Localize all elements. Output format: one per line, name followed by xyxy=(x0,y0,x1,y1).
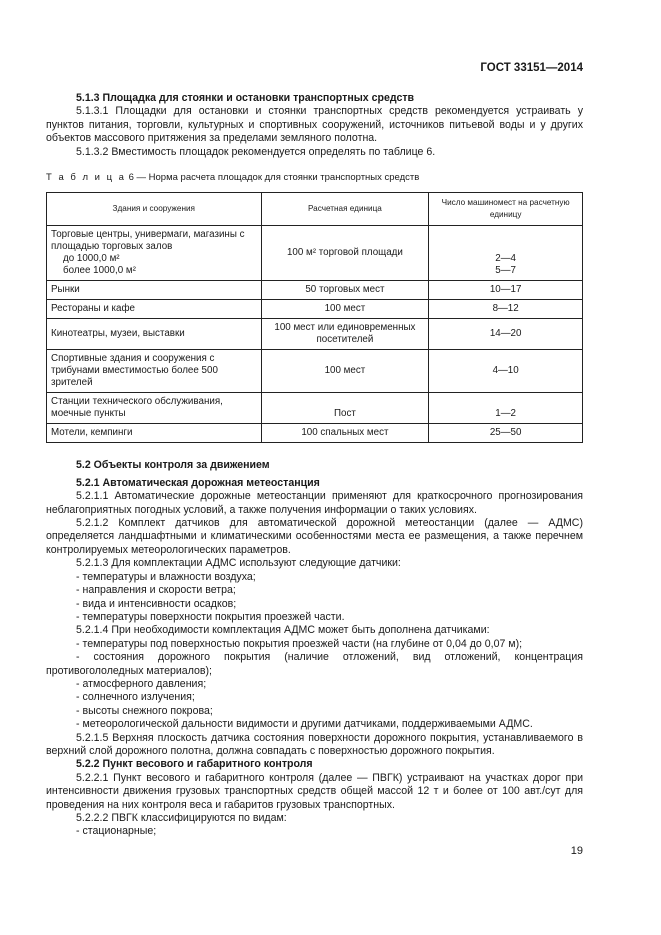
section-heading-5-2: 5.2 Объекты контроля за движением xyxy=(76,459,270,472)
document-code: ГОСТ 33151—2014 xyxy=(480,62,583,74)
page-content xyxy=(46,92,583,839)
column-header-buildings: Здания и сооружения xyxy=(47,193,262,226)
table-cell xyxy=(429,226,583,281)
column-header-spaces: Число машиномест на расчетную единицу xyxy=(429,193,583,226)
list-item: - вида и интенсивности осадков; xyxy=(76,597,237,610)
cell-value: 5—7 xyxy=(495,265,516,277)
column-header-unit: Расчетная единица xyxy=(261,193,429,226)
list-item: - температуры поверхности покрытия проезжей части. xyxy=(76,610,345,623)
table-cell: 14—20 xyxy=(429,319,583,350)
paragraph-5-2-2-2: 5.2.2.2 ПВГК классифицируются по видам: xyxy=(76,812,287,824)
table-cell: Пост xyxy=(261,393,429,424)
table-row xyxy=(47,226,583,281)
page-number: 19 xyxy=(570,845,583,857)
list-item: - метеорологической дальности видимости и другими датчиками, поддерживаемыми АДМС. xyxy=(76,718,533,731)
paragraph-5-2-2-1: 5.2.2.1 Пункт весового и габаритного контроля (далее — ПВГК) устраивают на участках дорог при интенсивности движения грузовых транспортных средств общей массой 12 т и более от 100 авт./сут для проведения на них контроля веса и габаритов грузовых транспортных. xyxy=(46,771,583,811)
table-caption-text: 6 — Норма расчета площадок для стоянки транспортных средств xyxy=(128,172,420,184)
table-row xyxy=(47,424,583,443)
cell-subline: до 1000,0 м² xyxy=(63,253,120,265)
paragraph-5-2-1-4: 5.2.1.4 При необходимости комплектация АДМС может быть дополнена датчиками: xyxy=(76,624,490,637)
list-item: - направления и скорости ветра; xyxy=(76,584,236,597)
table-cell: 100 мест xyxy=(261,300,429,319)
list-item: - состояния дорожного покрытия (наличие отложений, вид отложений, концентрация противогололедных материалов); xyxy=(46,651,583,677)
list-item: - высоты снежного покрова; xyxy=(76,704,213,717)
table-cell: Кинотеатры, музеи, выставки xyxy=(47,319,262,350)
table-cell: 50 торговых мест xyxy=(261,281,429,300)
list-item: - атмосферного давления; xyxy=(76,677,207,690)
table-caption-label: Т а б л и ц а xyxy=(46,172,126,184)
section-heading-5-1-3: 5.1.3 Площадка для стоянки и остановки транспортных средств xyxy=(76,92,415,104)
table-cell xyxy=(47,226,262,281)
list-item: - температуры под поверхностью покрытия проезжей части (на глубине от 0,04 до 0,07 м); xyxy=(76,637,523,650)
list-item: - солнечного излучения; xyxy=(76,691,195,704)
paragraph-5-1-3-1: 5.1.3.1 Площадки для остановки и стоянки транспортных средств рекомендуется устраивать у пунктов питания, торговли, культурных и спортивных сооружений, источников питьевой воды и у других объектов массового притяжения за пределами земляного полотна. xyxy=(46,105,583,145)
cell-subline: более 1000,0 м² xyxy=(63,265,136,277)
table-cell: 100 мест xyxy=(261,350,429,393)
table-cell: Рынки xyxy=(47,281,262,300)
table-cell: Мотели, кемпинги xyxy=(47,424,262,443)
table-cell: 4—10 xyxy=(429,350,583,393)
cell-main-text: Торговые центры, универмаги, магазины с площадью торговых залов xyxy=(51,229,245,253)
paragraph-5-2-1-3: 5.2.1.3 Для комплектации АДМС используют следующие датчики: xyxy=(76,557,401,570)
paragraph-5-1-3-2: 5.1.3.2 Вместимость площадок рекомендуется определять по таблице 6. xyxy=(76,145,436,158)
list-item: - температуры и влажности воздуха; xyxy=(76,570,256,583)
table-cell: Рестораны и кафе xyxy=(47,300,262,319)
table-cell: 100 спальных мест xyxy=(261,424,429,443)
list-item: - стационарные; xyxy=(76,825,157,838)
table-cell: 1—2 xyxy=(429,393,583,424)
table-cell: 10—17 xyxy=(429,281,583,300)
paragraph-5-2-1-2: 5.2.1.2 Комплект датчиков для автоматической дорожной метеостанции (далее — АДМС) определяется ландшафтными и климатическими особенностями места ее размещения, а также перечнем контролируемых метеорологических параметров. xyxy=(46,517,583,556)
parking-norms-table xyxy=(46,192,583,443)
paragraph-5-2-1-5: 5.2.1.5 Верхняя плоскость датчика состояния поверхности дорожного покрытия, устанавливаемого в верхний слой дорожного полотна, должна совпадать с поверхностью дорожного покрытия. xyxy=(46,731,583,757)
section-heading-5-2-1: 5.2.1 Автоматическая дорожная метеостанция xyxy=(76,476,320,489)
table-caption xyxy=(46,171,583,184)
table-row xyxy=(47,350,583,393)
cell-value: 2—4 xyxy=(495,253,516,265)
table-row xyxy=(47,300,583,319)
table-cell: Станции технического обслуживания, моечные пункты xyxy=(47,393,262,424)
table-cell: 8—12 xyxy=(429,300,583,319)
table-cell: Спортивные здания и сооружения с трибунами вместимостью более 500 зрителей xyxy=(47,350,262,393)
section-heading-5-2-2: 5.2.2 Пункт весового и габаритного контроля xyxy=(76,758,313,771)
table-row xyxy=(47,319,583,350)
table-row xyxy=(47,393,583,424)
table-row xyxy=(47,281,583,300)
table-cell: 25—50 xyxy=(429,424,583,443)
paragraph-5-2-1-1: 5.2.1.1 Автоматические дорожные метеостанции применяют для краткосрочного прогнозирования неблагоприятных погодных условий, а также получения информации о таких условиях. xyxy=(46,490,583,516)
table-cell: 100 мест или единовременных посетителей xyxy=(261,319,429,350)
table-cell: 100 м² торговой площади xyxy=(261,226,429,281)
table-header-row xyxy=(47,193,583,226)
